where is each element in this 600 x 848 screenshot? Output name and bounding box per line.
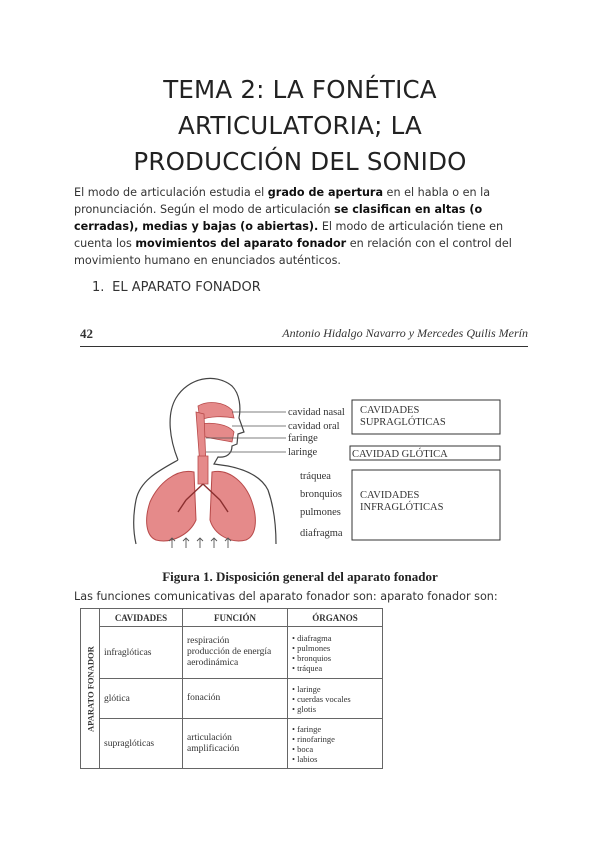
- organ-item: • pulmones: [292, 643, 378, 653]
- organ-item: • bronquios: [292, 653, 378, 663]
- table-header-cell: ÓRGANOS: [288, 609, 383, 627]
- header-rule: [80, 346, 528, 347]
- label-faringe: faringe: [288, 433, 318, 444]
- label-cavidad-oral: cavidad oral: [288, 421, 340, 432]
- intro-bold: se clasifican en altas (o cerradas), medias y bajas (o abiertas).: [74, 203, 483, 233]
- table-row: [81, 679, 383, 719]
- intro-text: El modo de articulación estudia el: [74, 186, 268, 199]
- title-line: ARTICULATORIA; LA: [178, 111, 422, 140]
- cavity-cell: supraglóticas: [100, 719, 183, 769]
- intro-paragraph: [74, 184, 544, 269]
- label-cavidad-nasal: cavidad nasal: [288, 407, 345, 418]
- function-line: respiración: [187, 636, 230, 646]
- function-cell: [183, 627, 288, 679]
- label-pulmones: pulmones: [300, 507, 341, 518]
- organ-item: • diafragma: [292, 633, 378, 643]
- table-header-cell: FUNCIÓN: [183, 609, 288, 627]
- page-title: [40, 72, 560, 180]
- intro-text: en el habla o en la pronunciación. Según el modo de articulación: [74, 186, 491, 216]
- intro-bold: grado de apertura: [267, 186, 383, 199]
- table-header-cell: CAVIDADES: [100, 609, 183, 627]
- functions-intro: Las funciones comunicativas del aparato fonador son: aparato fonador son:: [74, 590, 498, 603]
- section-title: EL APARATO FONADOR: [112, 280, 261, 295]
- organs-cell: [288, 627, 383, 679]
- table-row: [81, 719, 383, 769]
- organ-item: • tráquea: [292, 663, 378, 673]
- table-row: [81, 627, 383, 679]
- table-side-label: [81, 609, 100, 769]
- organ-item: • rinofaringe: [292, 734, 378, 744]
- intro-text: en relación con el control del movimiento humano en enunciados auténticos.: [74, 237, 512, 267]
- section-heading: [92, 280, 261, 295]
- box-glotica-label: CAVIDAD GLÓTICA: [352, 449, 448, 460]
- left-lung-shape: [147, 471, 196, 541]
- box-infra-line1: CAVIDADES: [360, 490, 420, 501]
- organ-item: • faringe: [292, 724, 378, 734]
- intro-bold: movimientos del aparato fonador: [135, 237, 347, 250]
- cavities-table: [80, 608, 383, 769]
- label-bronquios: bronquios: [300, 489, 342, 500]
- organs-cell: [288, 679, 383, 719]
- side-label-text: APARATO FONADOR: [85, 645, 95, 732]
- function-line: amplificación: [187, 743, 240, 754]
- book-page-number: 42: [80, 326, 93, 341]
- function-line: fonación: [187, 693, 221, 703]
- figure-caption: Figura 1. Disposición general del aparato fonador: [162, 569, 438, 584]
- cavity-cell: infraglóticas: [100, 627, 183, 679]
- label-diafragma: diafragma: [300, 528, 343, 539]
- title-line: TEMA 2: LA FONÉTICA: [163, 75, 437, 104]
- organ-item: • cuerdas vocales: [292, 694, 378, 704]
- box-supra-line1: CAVIDADES: [360, 405, 420, 416]
- organ-item: • glotis: [292, 704, 378, 714]
- label-traquea: tráquea: [300, 471, 331, 482]
- box-supra-line2: SUPRAGLÓTICAS: [360, 417, 446, 428]
- right-lung-shape: [210, 471, 255, 541]
- function-cell: [183, 719, 288, 769]
- table-header-row: [81, 609, 383, 627]
- vocal-apparatus-figure: [0, 360, 600, 560]
- function-line: aerodinámica: [187, 658, 239, 668]
- box-infra-line2: INFRAGLÓTICAS: [360, 502, 444, 513]
- diaphragm-arrows: [169, 538, 231, 548]
- book-authors: Antonio Hidalgo Navarro y Mercedes Quilis Merín: [282, 326, 528, 340]
- function-line: articulación: [187, 732, 232, 743]
- section-number: 1.: [92, 280, 105, 295]
- organ-item: • labios: [292, 754, 378, 764]
- intro-text: El modo de articulación tiene en cuenta los: [74, 220, 504, 250]
- organs-cell: [288, 719, 383, 769]
- organ-item: • laringe: [292, 684, 378, 694]
- organ-item: • boca: [292, 744, 378, 754]
- function-line: producción de energía: [187, 647, 272, 657]
- function-cell: [183, 679, 288, 719]
- trachea-shape: [198, 456, 208, 484]
- cavity-cell: glótica: [100, 679, 183, 719]
- title-line: PRODUCCIÓN DEL SONIDO: [133, 147, 467, 176]
- label-laringe: laringe: [288, 447, 318, 458]
